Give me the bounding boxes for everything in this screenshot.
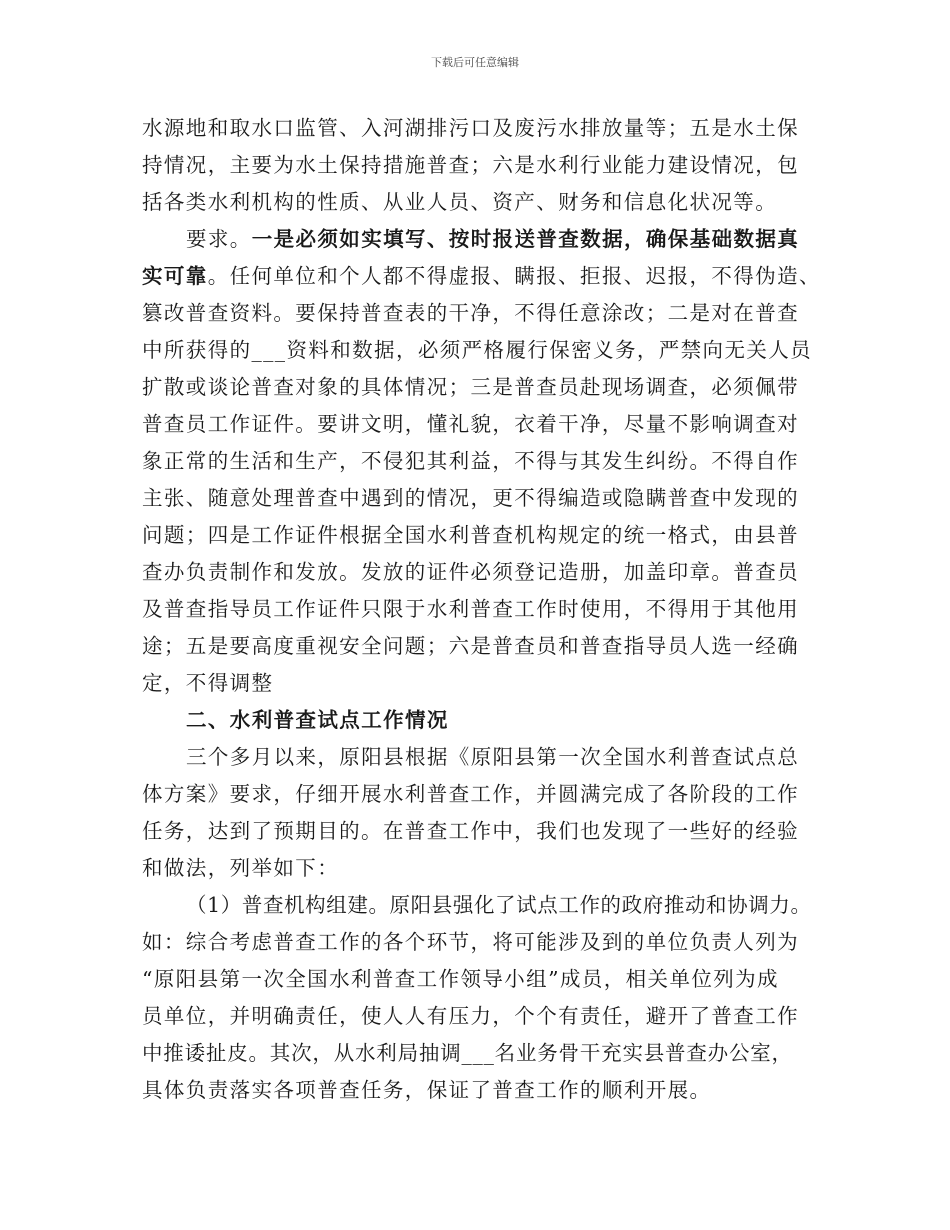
text-continuation: 。任何单位和个人都不得虚报、瞒报、拒报、迟报，不得伪造、 <box>207 264 821 288</box>
requirements-heading-line <box>186 221 826 258</box>
text-line: 如：综合考虑普查工作的各个环节，将可能涉及到的单位负责人列为 <box>142 930 799 954</box>
text-line: 中推诿扯皮。其次，从水利局抽调___名业务骨干充实县普查办公室， <box>142 1041 793 1065</box>
text-line: 中所获得的___资料和数据，必须严格履行保密义务，严禁向无关人员 <box>142 338 813 362</box>
text-line: 任务，达到了预期目的。在普查工作中，我们也发现了一些好的经验 <box>142 819 799 843</box>
text-line <box>142 258 821 295</box>
text-line: 持情况，主要为水土保持措施普查；六是水利行业能力建设情况，包 <box>142 153 799 177</box>
text-line: （1）普查机构组建。原阳县强化了试点工作的政府推动和协调力。 <box>186 893 812 917</box>
bold-requirement-end: 实可靠 <box>142 264 208 288</box>
requirements-label: 要求。 <box>186 227 252 251</box>
text-line: 查办负责制作和发放。发放的证件必须登记造册，加盖印章。普查员 <box>142 560 799 584</box>
text-line: “原阳县第一次全国水利普查工作领导小组”成员，相关单位列为成 <box>142 967 779 991</box>
text-line: 主张、随意处理普查中遇到的情况，更不得编造或隐瞒普查中发现的 <box>142 486 799 510</box>
text-line: 和做法，列举如下： <box>142 856 340 880</box>
text-line: 及普查指导员工作证件只限于水利普查工作时使用，不得用于其他用 <box>142 597 799 621</box>
text-line: 员单位，并明确责任，使人人有压力，个个有责任，避开了普查工作 <box>142 1004 799 1028</box>
page-header: 下载后可任意编辑 <box>431 56 519 69</box>
text-line: 三个多月以来，原阳县根据《原阳县第一次全国水利普查试点总 <box>186 745 800 769</box>
text-line: 象正常的生活和生产，不侵犯其利益，不得与其发生纠纷。不得自作 <box>142 449 799 473</box>
section-heading: 二、水利普查试点工作情况 <box>186 708 449 732</box>
text-line: 问题；四是工作证件根据全国水利普查机构规定的统一格式，由县普 <box>142 523 799 547</box>
text-line: 定，不得调整 <box>142 671 274 695</box>
text-line: 括各类水利机构的性质、从业人员、资产、财务和信息化状况等。 <box>142 190 778 214</box>
text-line: 普查员工作证件。要讲文明，懂礼貌，衣着干净，尽量不影响调查对 <box>142 412 799 436</box>
text-line: 体方案》要求，仔细开展水利普查工作，并圆满完成了各阶段的工作 <box>142 782 799 806</box>
text-line: 篡改普查资料。要保持普查表的干净，不得任意涂改；二是对在普查 <box>142 301 799 325</box>
text-line: 扩散或谈论普查对象的具体情况；三是普查员赴现场调查，必须佩带 <box>142 375 799 399</box>
text-line: 具体负责落实各项普查任务，保证了普查工作的顺利开展。 <box>142 1078 712 1102</box>
text-line: 途；五是要高度重视安全问题；六是普查员和普查指导员人选一经确 <box>142 634 799 658</box>
bold-requirement: 一是必须如实填写、按时报送普查数据，确保基础数据真 <box>251 227 800 251</box>
text-line: 水源地和取水口监管、入河湖排污口及废污水排放量等；五是水土保 <box>142 116 799 140</box>
